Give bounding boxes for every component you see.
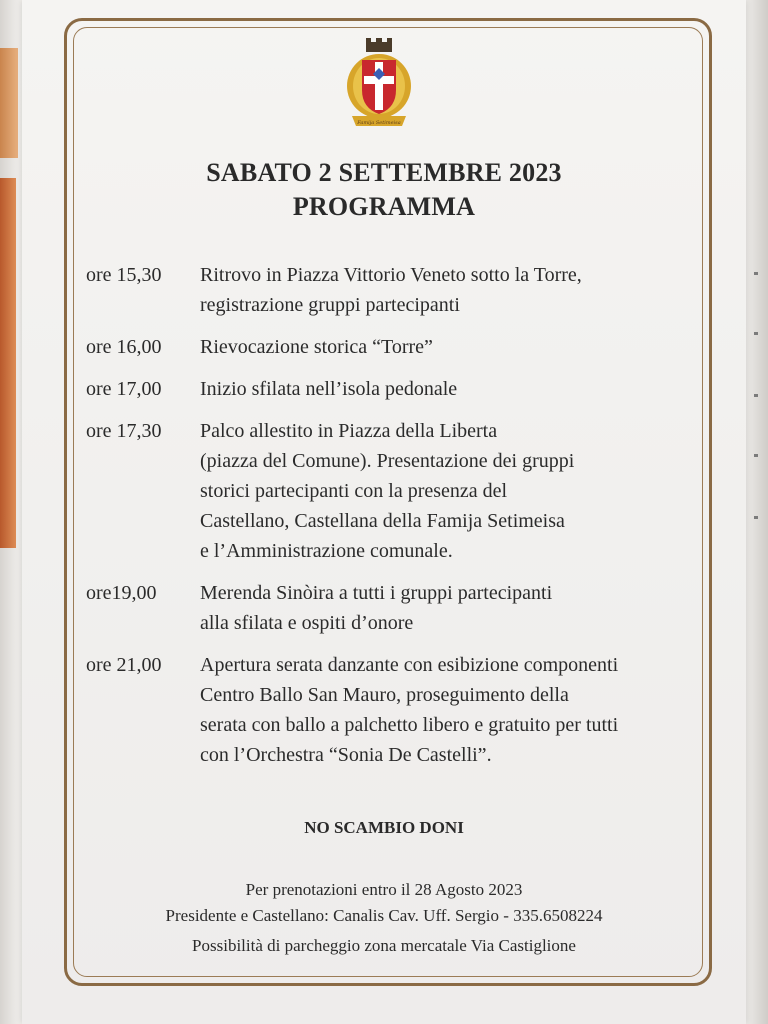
notice-no-gifts: NO SCAMBIO DONI [304,818,464,837]
schedule-line: con l’Orchestra “Sonia De Castelli”. [200,744,492,766]
schedule-time: ore 17,00 [86,378,162,400]
schedule-row [86,650,706,770]
schedule-line: e l’Amministrazione comunale. [200,540,453,562]
schedule-description [200,416,706,566]
schedule-description [200,578,706,638]
schedule-row [86,374,706,404]
background-left-orange-block [0,48,18,158]
page-subtitle: PROGRAMMA [292,192,476,221]
page-title: SABATO 2 SETTEMBRE 2023 [206,158,562,187]
footer-contact-line: Presidente e Castellano: Canalis Cav. Uff. Sergio - 335.6508224 [165,906,603,925]
staple-mark [754,516,758,519]
schedule-time: ore19,00 [86,582,157,604]
schedule-line: Apertura serata danzante con esibizione componenti [200,654,619,676]
schedule-time: ore 17,30 [86,420,162,442]
footer-booking-line: Per prenotazioni entro il 28 Agosto 2023 [245,880,523,899]
schedule-description [200,374,706,404]
schedule-time: ore 15,30 [86,264,162,286]
schedule-line: (piazza del Comune). Presentazione dei gruppi [200,450,575,472]
schedule-line: Rievocazione storica “Torre” [200,336,433,358]
background-right-page [744,0,768,1024]
staple-mark [754,394,758,397]
schedule-row [86,332,706,362]
schedule-description [200,332,706,362]
schedule-line: Inizio sfilata nell’isola pedonale [200,378,458,400]
schedule-list [86,260,706,782]
coat-of-arms-icon [344,38,414,134]
schedule-line: Palco allestito in Piazza della Liberta [200,420,498,442]
footer-parking-line: Possibilità di parcheggio zona mercatale Via Castiglione [192,936,576,955]
schedule-line: serata con ballo a palchetto libero e gratuito per tutti [200,714,619,736]
schedule-line: alla sfilata e ospiti d’onore [200,612,414,634]
staple-mark [754,272,758,275]
schedule-line: storici partecipanti con la presenza del [200,480,508,502]
schedule-time: ore 16,00 [86,336,162,358]
schedule-row [86,578,706,638]
schedule-row [86,416,706,566]
schedule-time: ore 21,00 [86,654,162,676]
schedule-description [200,650,706,770]
background-left-orange-block-2 [0,178,16,548]
schedule-line: Castellano, Castellana della Famija Setimeisa [200,510,565,532]
schedule-row [86,260,706,320]
svg-text:Famija Setimeisa: Famija Setimeisa [357,120,401,126]
schedule-line: Centro Ballo San Mauro, proseguimento della [200,684,569,706]
schedule-line: Merenda Sinòira a tutti i gruppi partecipanti [200,582,553,604]
schedule-description [200,260,706,320]
schedule-line: registrazione gruppi partecipanti [200,294,460,316]
staple-mark [754,332,758,335]
schedule-line: Ritrovo in Piazza Vittorio Veneto sotto la Torre, [200,264,582,286]
staple-mark [754,454,758,457]
